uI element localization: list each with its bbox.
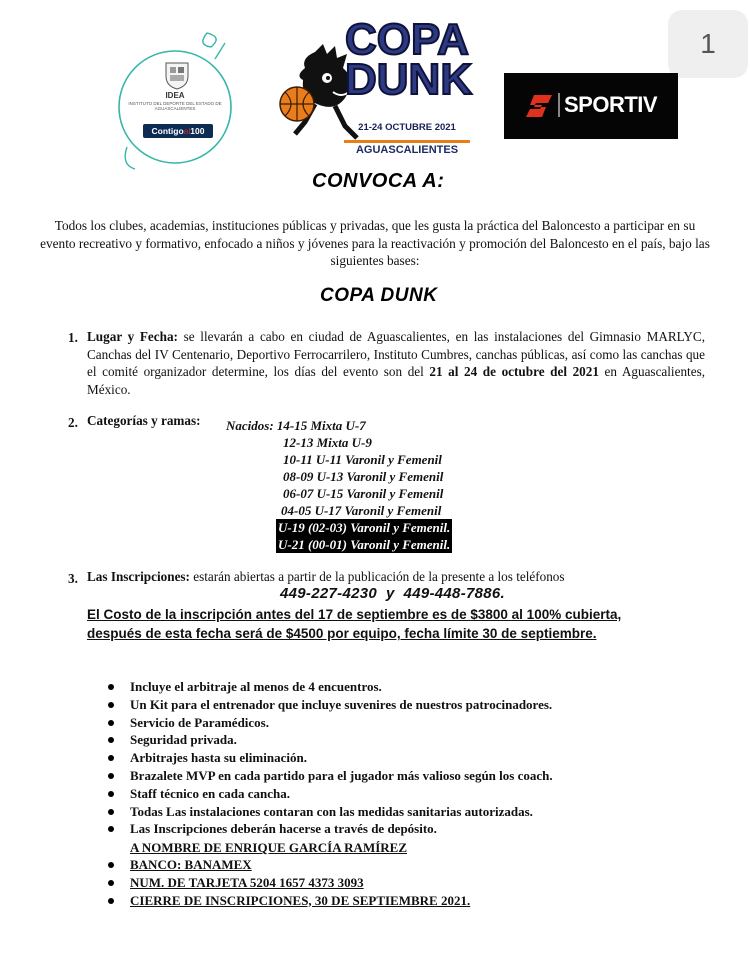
bank-account-name: A NOMBRE DE ENRIQUE GARCÍA RAMÍREZ — [130, 840, 407, 855]
list-item: Incluye el arbitraje al menos de 4 encuentros. — [108, 678, 668, 696]
list-item: Staff técnico en cada cancha. — [108, 785, 668, 803]
phone-2: 449-448-7886. — [403, 585, 506, 602]
sportiv-s-icon — [524, 93, 554, 119]
item-1-text — [87, 328, 705, 398]
list-item-deadline: CIERRE DE INSCRIPCIONES, 30 DE SEPTIEMBRE 2021. — [108, 892, 668, 910]
item-1-dates: 21 al 24 de octubre del 2021 — [429, 364, 599, 379]
category-6: U-19 (02-03) Varonil y Femenil. — [278, 520, 451, 535]
item-1-number: 1. — [68, 330, 78, 345]
item-3-text — [87, 569, 565, 585]
category-4: 06-07 U-15 Varonil y Femenil — [283, 486, 444, 501]
list-item: Seguridad privada. — [108, 731, 668, 749]
list-item: Un Kit para el entrenador que incluye suvenires de nuestros patrocinadores. — [108, 696, 668, 714]
copa-dunk-wordmark — [345, 15, 473, 104]
item-1-body-end: en Aguascalientes, México. — [87, 364, 705, 397]
list-item: Servicio de Paramédicos. — [108, 714, 668, 732]
item-3-label: Las Inscripciones: — [87, 569, 190, 584]
category-1: 12-13 Mixta U-9 — [283, 435, 372, 450]
benefits-list — [108, 678, 668, 909]
registration-cost: El Costo de la inscripción antes del 17 de septiembre es de $3800 al 100% cubierta, después de esta fecha será de $4500 por equipo, fecha límite 30 de septiembre. — [87, 607, 622, 641]
idea-subtitle: INSTITUTO DEL DEPORTE DEL ESTADO DE AGUASCALIENTES — [128, 101, 222, 111]
phone-separator: y — [385, 585, 395, 602]
list-item: Las Inscripciones deberán hacerse a través de depósito. — [108, 820, 668, 838]
list-item-card: NUM. DE TARJETA 5204 1657 4373 3093 — [108, 874, 668, 892]
category-0: Nacidos: 14-15 Mixta U-7 — [226, 418, 366, 433]
phone-numbers — [280, 585, 505, 602]
sportiv-text: SPORTIV — [558, 93, 657, 117]
intro-paragraph: Todos los clubes, academias, instituciones públicas y privadas, que les gusta la práctica del Baloncesto a participar en su evento recreativo y formativo, enfocado a niños y jóvenes para la reactivación y promoción del Baloncesto en el país, bajo las siguientes bases: — [40, 218, 710, 268]
copa-word: COPA — [345, 15, 469, 64]
list-item: Brazalete MVP en cada partido para el jugador más valioso según los coach. — [108, 767, 668, 785]
category-2: 10-11 U-11 Varonil y Femenil — [283, 452, 442, 467]
slogan-suffix: 100 — [190, 126, 205, 136]
item-2-label: Categorías y ramas: — [87, 413, 201, 428]
convoca-heading: CONVOCA A: — [312, 170, 445, 192]
category-7: U-21 (00-01) Varonil y Femenil. — [278, 537, 451, 552]
list-item: Arbitrajes hasta su eliminación. — [108, 749, 668, 767]
idea-name: IDEA — [165, 91, 185, 100]
dunk-word: DUNK — [345, 55, 473, 104]
copa-city: AGUASCALIENTES — [344, 140, 470, 156]
item-1-label: Lugar y Fecha: — [87, 329, 178, 344]
contigo-slogan — [143, 124, 213, 138]
copa-dates: 21-24 OCTUBRE 2021 — [358, 122, 456, 133]
item-2-number: 2. — [68, 415, 78, 430]
phone-1: 449-227-4230 — [280, 585, 378, 602]
list-item: Todas Las instalaciones contaran con las medidas sanitarias autorizadas. — [108, 803, 668, 821]
slogan-prefix: Contigo — [151, 126, 184, 136]
item-3-body: estarán abiertas a partir de la publicación de la presente a los teléfonos — [189, 569, 565, 584]
item-1-body: se llevarán a cabo en ciudad de Aguascalientes, en las instalaciones del Gimnasio MARLYC, Canchas del IV Centenario, Deportivo Ferrocarrilero, Instituto Cumbres, canchas públicas, así como las canchas que el comité organizador determine, los días del evento son del — [87, 329, 705, 379]
page-number-badge: 1 — [668, 10, 748, 78]
list-item-bank: BANCO: BANAMEX — [108, 856, 668, 874]
slogan-mid: al — [183, 126, 191, 136]
idea-logo-ring — [115, 25, 235, 175]
item-3-number: 3. — [68, 571, 78, 586]
copa-dunk-heading: COPA DUNK — [320, 285, 438, 306]
category-5: 04-05 U-17 Varonil y Femenil — [281, 503, 442, 518]
coat-of-arms-icon — [163, 60, 191, 90]
category-3: 08-09 U-13 Varonil y Femenil — [283, 469, 444, 484]
